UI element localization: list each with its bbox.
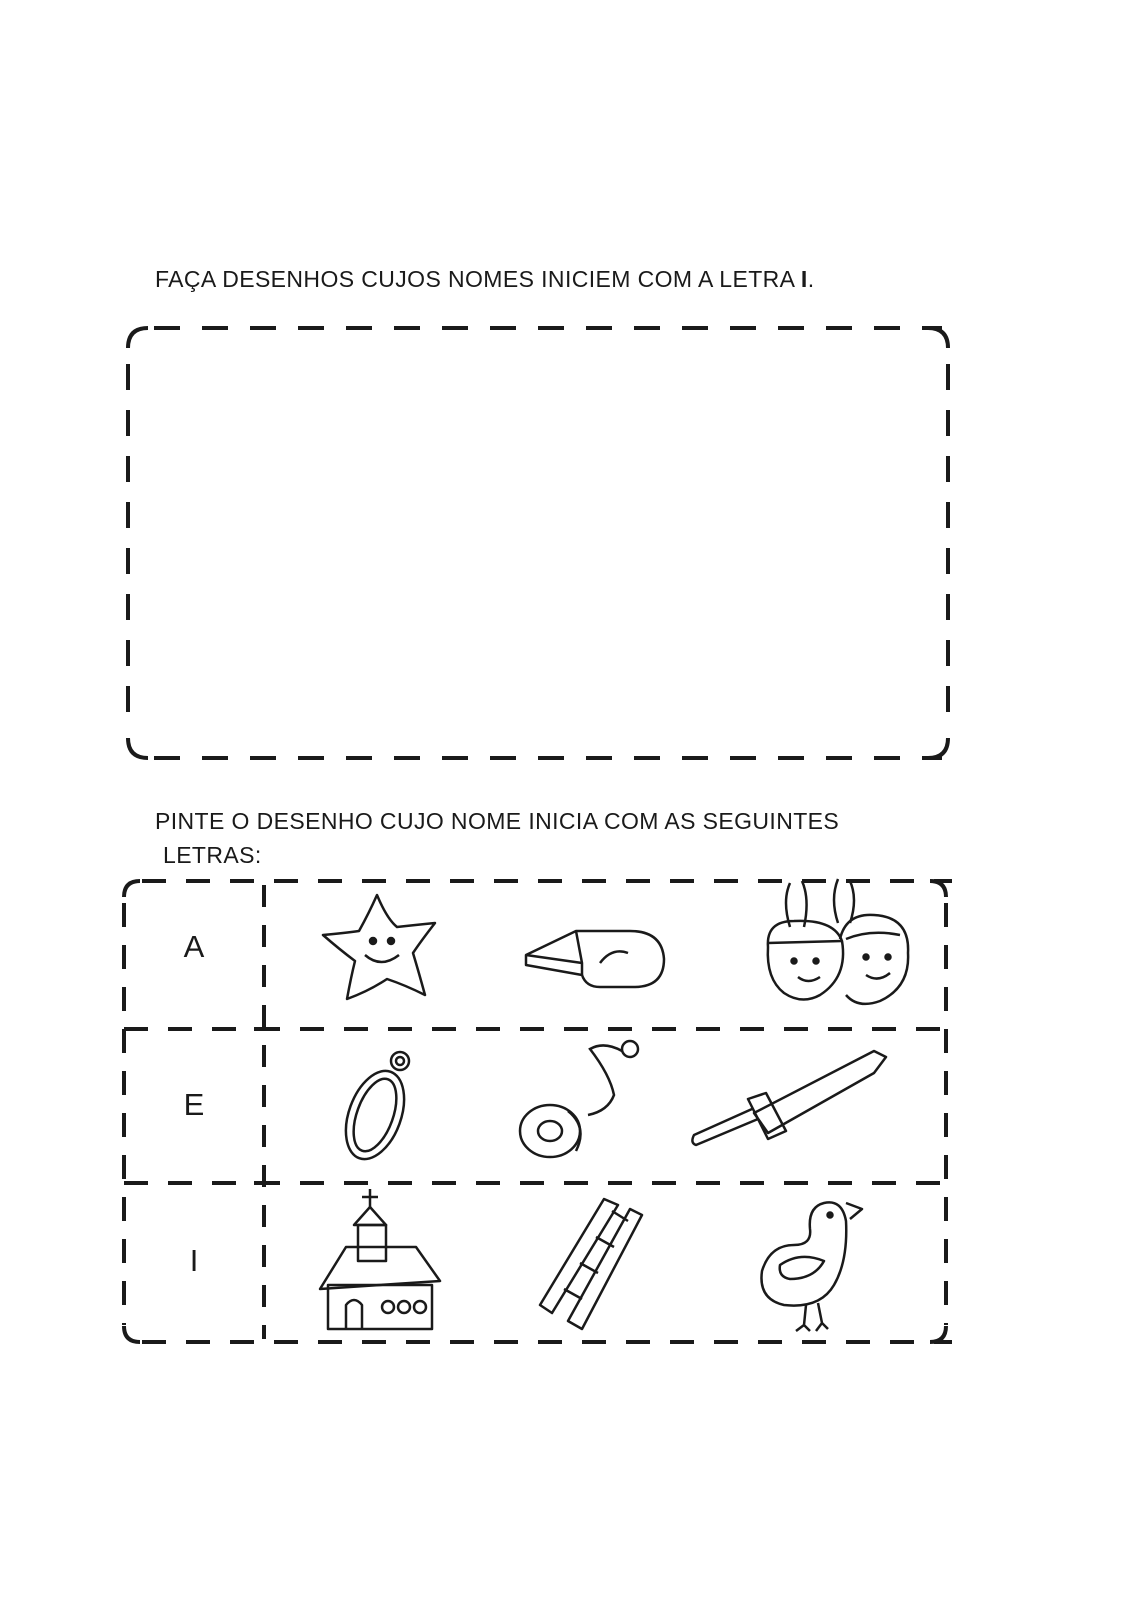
instruction-draw-period: . (807, 266, 815, 292)
sword-icon[interactable] (688, 1047, 898, 1157)
ladder-icon[interactable] (534, 1195, 644, 1335)
star-icon[interactable] (315, 889, 445, 1009)
letters-grid (120, 877, 975, 1368)
row-letter-a: A (183, 929, 205, 964)
chick-icon[interactable] (750, 1195, 870, 1335)
instruction-paint (155, 804, 975, 872)
instruction-paint-line1: PINTE O DESENHO CUJO NOME INICIA COM AS SEGUINTES (155, 808, 840, 834)
church-icon[interactable] (316, 1185, 446, 1335)
drawing-area[interactable] (124, 324, 972, 772)
instruction-paint-line2: LETRAS: (163, 842, 262, 868)
indigenous-children-icon[interactable] (750, 877, 930, 1017)
whistle-icon[interactable] (520, 917, 670, 997)
row-letter-i: I (189, 1243, 199, 1278)
instruction-draw-text: FAÇA DESENHOS CUJOS NOMES INICIEM COM A LETRA (155, 266, 801, 292)
ring-icon[interactable] (330, 1047, 420, 1167)
row-letter-e: E (183, 1087, 205, 1122)
yoyo-icon[interactable] (518, 1035, 648, 1165)
instruction-draw-letter: I (800, 266, 808, 292)
instruction-draw (155, 262, 815, 296)
drawing-area-border (124, 324, 972, 772)
